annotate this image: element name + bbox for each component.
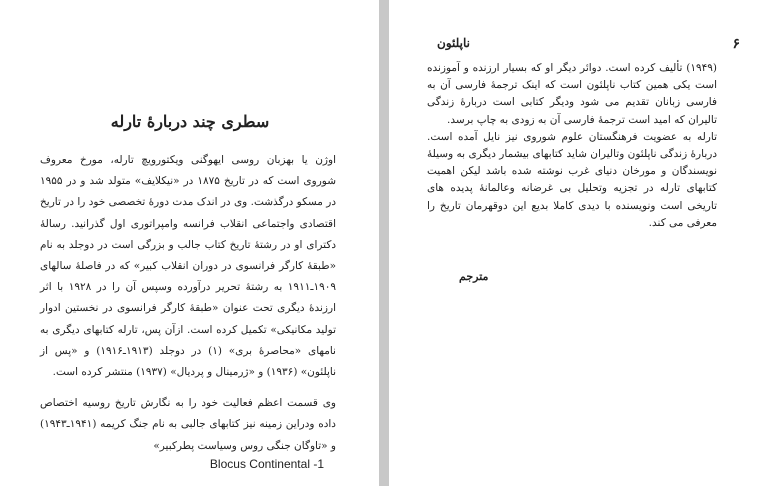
translator-signature: مترجم [459, 270, 489, 283]
page-number: ۶ [732, 36, 740, 52]
right-page [389, 0, 768, 486]
paragraph: (۱۹۴۹) تألیف کرده است. دوائر دیگر او که بسیار ارزنده و آموزنده است یکی همین کتاب ناپلئون است که اینک ترجمهٔ فارسی آن به فارسی زبانان تقدیم می شود ودیگر کتابی است دربارهٔ زندگی تالیران که امید است ترجمهٔ فارسی آن به زودی به چاپ برسد. [427, 62, 717, 126]
left-body-text [40, 150, 336, 457]
right-body-text [427, 60, 717, 232]
left-page [0, 0, 379, 486]
section-heading: سطری چند دربارهٔ تارله [110, 112, 270, 131]
paragraph: تارله به عضویت فرهنگستان علوم شوروی نیز نایل آمده است. دربارهٔ زندگی ناپلئون وتالیران شاید کتابهای بیشمار دیگری به وسیلهٔ نویسندگان و مورخان دنیای غرب نوشته شده باشد لیکن اهمیت کتابهای تارله در تجزیه وتحلیل بی غرضانه وعالمانهٔ پدیده های تاریخی است ونویسنده با دیدی کاملا بدیع این دوقهرمان تاریخ را معرفی می کند. [427, 130, 717, 229]
page-gutter [379, 0, 389, 486]
running-head: ناپلئون [437, 36, 470, 50]
paragraph: اوژن یا بهزبان روسی ایهوگنی ویکتورویچ تارله، مورخ معروف شوروی است که در تاریخ ۱۸۷۵ در «نیکلایف» متولد شد و در ۱۹۵۵ در مسکو درگذشت. وی در اندک مدت دورهٔ تخصصی خود را در تاریخ اقتصادی واجتماعی انقلاب فرانسه وامپراتوری اول گذرانید. رسالهٔ دکترای او در رشتهٔ تاریخ کتاب جالب و بزرگی است در دوجلد به نام «طبقهٔ کارگر فرانسوی در دوران انقلاب کبیر» که در فاصلهٔ سالهای ۱۹۰۹ـ۱۹۱۱ به رشتهٔ تحریر درآورده وسپس آن را در ۱۹۲۸ با اثر ارزندهٔ دیگری تحت عنوان «طبقهٔ کارگر فرانسوی در نخستین ادوار تولید مکانیکی» تکمیل کرده است. ازآن پس، تارله کتابهای دیگری به نامهای «محاصرهٔ بری» (۱) در دوجلد (۱۹۱۳ـ۱۹۱۶) و «پس از ناپلئون» (۱۹۳۶) و «ژرمینال و پردیال» (۱۹۳۷) منتشر کرده است. [40, 154, 336, 379]
footnote: Blocus Continental -1 [209, 457, 324, 471]
paragraph: وی قسمت اعظم فعالیت خود را به نگارش تاریخ روسیه اختصاص داده ودراین زمینه نیز کتابهای جالبی به نام جنگ کریمه (۱۹۴۱ـ۱۹۴۳) و «تاوگان جنگی روس وسیاست پطرکبیر» [40, 397, 336, 452]
